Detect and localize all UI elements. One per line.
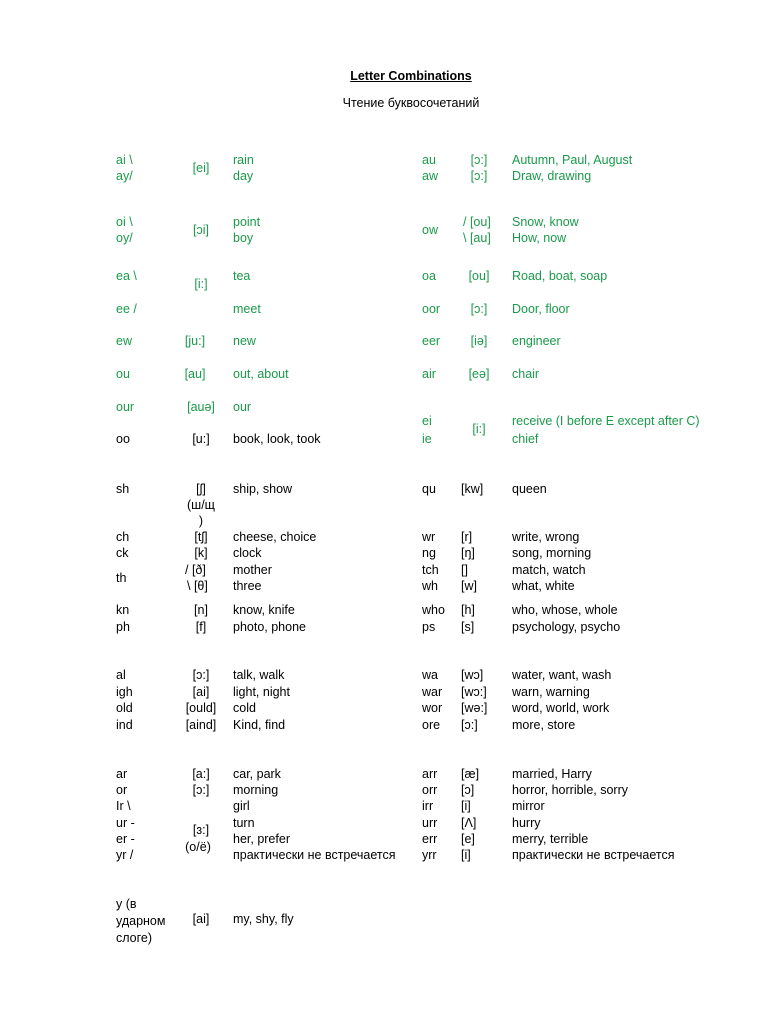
- example: know, knife: [233, 603, 295, 617]
- sound: [kw]: [461, 482, 484, 496]
- letters: our: [116, 400, 135, 414]
- sound: [i:]: [472, 422, 486, 436]
- letters: sh: [116, 482, 130, 496]
- sound: [ɔ:]: [470, 302, 488, 316]
- sound: [i]: [461, 799, 471, 813]
- example: queen: [512, 482, 547, 496]
- example: rain: [233, 153, 254, 167]
- example: mirror: [512, 799, 545, 813]
- example: Snow, know: [512, 215, 579, 229]
- letters: err: [422, 832, 438, 846]
- letters: y (в: [116, 897, 137, 911]
- sound: [ɜ:]: [192, 823, 210, 837]
- letters: Ir \: [116, 799, 131, 813]
- letters: ou: [116, 367, 130, 381]
- letters: oo: [116, 432, 130, 446]
- example: Door, floor: [512, 302, 570, 316]
- letters: oi \: [116, 215, 133, 229]
- example: ship, show: [233, 482, 293, 496]
- example: meet: [233, 302, 261, 316]
- sound: [e]: [461, 832, 475, 846]
- example: clock: [233, 546, 262, 560]
- example: Autumn, Paul, August: [512, 153, 633, 167]
- letters: yrr: [422, 848, 437, 862]
- letters: ps: [422, 620, 436, 634]
- sound: [Λ]: [461, 816, 477, 830]
- letters: yr /: [116, 848, 134, 862]
- example: car, park: [233, 767, 281, 781]
- example: hurry: [512, 816, 541, 830]
- sound: [i]: [461, 848, 471, 862]
- letters: wa: [422, 668, 438, 682]
- sound: [ai]: [192, 685, 210, 699]
- letters: ind: [116, 718, 133, 732]
- example: mother: [233, 563, 272, 577]
- letters: al: [116, 668, 126, 682]
- example: tea: [233, 269, 251, 283]
- example: song, morning: [512, 546, 592, 560]
- letters: ea \: [116, 269, 137, 283]
- sound: [f]: [195, 620, 207, 634]
- page-subtitle: Чтение буквосочетаний: [342, 96, 480, 110]
- letters: aw: [422, 169, 438, 183]
- sound: [ŋ]: [461, 546, 475, 560]
- letters: ng: [422, 546, 436, 560]
- letters: wr: [422, 530, 436, 544]
- example: water, want, wash: [512, 668, 612, 682]
- example: Draw, drawing: [512, 169, 592, 183]
- sound: \ [θ]: [187, 579, 208, 593]
- sound: []: [461, 563, 468, 577]
- example: morning: [233, 783, 279, 797]
- sound: [a:]: [192, 767, 210, 781]
- letters: ai \: [116, 153, 133, 167]
- sound: [ou]: [468, 269, 490, 283]
- letters: слоге): [116, 931, 153, 945]
- sound: [au]: [184, 367, 206, 381]
- sound: [ɔ:]: [461, 718, 478, 732]
- example: book, look, took: [233, 432, 321, 446]
- sound-note: ): [198, 514, 204, 528]
- example: merry, terrible: [512, 832, 589, 846]
- sound: / [ð]: [185, 563, 206, 577]
- letters: ei: [422, 414, 432, 428]
- letters: oor: [422, 302, 441, 316]
- letters: ay/: [116, 169, 133, 183]
- sound: [eə]: [468, 367, 490, 381]
- example: day: [233, 169, 254, 183]
- sound: [ɔ:]: [192, 783, 210, 797]
- letters: ar: [116, 767, 128, 781]
- sound-note: (ш/щ: [187, 498, 215, 512]
- example: warn, warning: [512, 685, 590, 699]
- letters: war: [422, 685, 443, 699]
- example: write, wrong: [512, 530, 580, 544]
- sound: [ɔ]: [461, 783, 475, 797]
- sound: [i:]: [194, 277, 208, 291]
- letters: au: [422, 153, 436, 167]
- letters: orr: [422, 783, 438, 797]
- letters: ur -: [116, 816, 135, 830]
- sound: [wɔ:]: [461, 685, 487, 699]
- example: boy: [233, 231, 254, 245]
- letters: wh: [422, 579, 438, 593]
- example: How, now: [512, 231, 567, 245]
- example: Kind, find: [233, 718, 286, 732]
- example: new: [233, 334, 256, 348]
- example: three: [233, 579, 262, 593]
- example: практически не встречается: [233, 848, 396, 862]
- example: cheese, choice: [233, 530, 317, 544]
- letters: ew: [116, 334, 132, 348]
- sound: [s]: [461, 620, 475, 634]
- sound: [u:]: [192, 432, 210, 446]
- example: light, night: [233, 685, 290, 699]
- sound: [ɔ:]: [192, 668, 210, 682]
- letters: ow: [422, 223, 438, 237]
- page-title: Letter Combinations: [350, 69, 472, 83]
- sound: [wɔ]: [461, 668, 484, 682]
- sound: [tʃ]: [194, 530, 208, 544]
- example: her, prefer: [233, 832, 290, 846]
- sound: [r]: [461, 530, 473, 544]
- example: engineer: [512, 334, 561, 348]
- sound: [auə]: [187, 400, 215, 414]
- letters: wor: [422, 701, 443, 715]
- sound: / [ou]: [463, 215, 491, 229]
- sound: (o/ë): [185, 840, 211, 854]
- example: photo, phone: [233, 620, 306, 634]
- letters: er -: [116, 832, 135, 846]
- sound: [n]: [194, 603, 208, 617]
- letters: urr: [422, 816, 438, 830]
- letters: oy/: [116, 231, 133, 245]
- letters: arr: [422, 767, 438, 781]
- letters: ударном: [116, 914, 166, 928]
- letters: ch: [116, 530, 130, 544]
- letters: igh: [116, 685, 133, 699]
- sound: [wə:]: [461, 701, 488, 715]
- example: практически не встречается: [512, 848, 675, 862]
- example: chief: [512, 432, 539, 446]
- example: point: [233, 215, 261, 229]
- letters: ee /: [116, 302, 137, 316]
- example: Road, boat, soap: [512, 269, 608, 283]
- example: receive (I before E except after C): [512, 414, 700, 428]
- example: more, store: [512, 718, 576, 732]
- example: who, whose, whole: [512, 603, 618, 617]
- example: chair: [512, 367, 540, 381]
- letters: kn: [116, 603, 130, 617]
- sound: [æ]: [461, 767, 480, 781]
- sound: [h]: [461, 603, 475, 617]
- example: girl: [233, 799, 250, 813]
- sound: [ʃ]: [196, 482, 206, 496]
- example: horror, horrible, sorry: [512, 783, 629, 797]
- example: cold: [233, 701, 256, 715]
- sound: \ [au]: [463, 231, 491, 245]
- example: what, white: [512, 579, 575, 593]
- letters: eer: [422, 334, 441, 348]
- sound: [aind]: [185, 718, 217, 732]
- example: my, shy, fly: [233, 912, 294, 926]
- sound: [ɔ:]: [470, 153, 488, 167]
- letters: ie: [422, 432, 432, 446]
- sound: [ju:]: [184, 334, 206, 348]
- letters: irr: [422, 799, 434, 813]
- sound: [ould]: [185, 701, 217, 715]
- letters: ore: [422, 718, 441, 732]
- letters: th: [116, 571, 127, 585]
- sound: [iə]: [470, 334, 488, 348]
- example: married, Harry: [512, 767, 592, 781]
- sound: [ɔi]: [193, 223, 209, 237]
- example: turn: [233, 816, 255, 830]
- sound: [ɔ:]: [470, 169, 488, 183]
- example: psychology, psycho: [512, 620, 621, 634]
- letters: or: [116, 783, 128, 797]
- example: word, world, work: [512, 701, 610, 715]
- letters: qu: [422, 482, 436, 496]
- sound: [w]: [461, 579, 477, 593]
- letters: air: [422, 367, 436, 381]
- letters: who: [422, 603, 445, 617]
- letters: oa: [422, 269, 436, 283]
- example: talk, walk: [233, 668, 285, 682]
- example: out, about: [233, 367, 289, 381]
- sound: [k]: [194, 546, 208, 560]
- letters: old: [116, 701, 133, 715]
- letters: ph: [116, 620, 130, 634]
- example: match, watch: [512, 563, 586, 577]
- letters: ck: [116, 546, 129, 560]
- example: our: [233, 400, 252, 414]
- sound: [ai]: [192, 912, 210, 926]
- letters: tch: [422, 563, 439, 577]
- sound: [ei]: [192, 161, 210, 175]
